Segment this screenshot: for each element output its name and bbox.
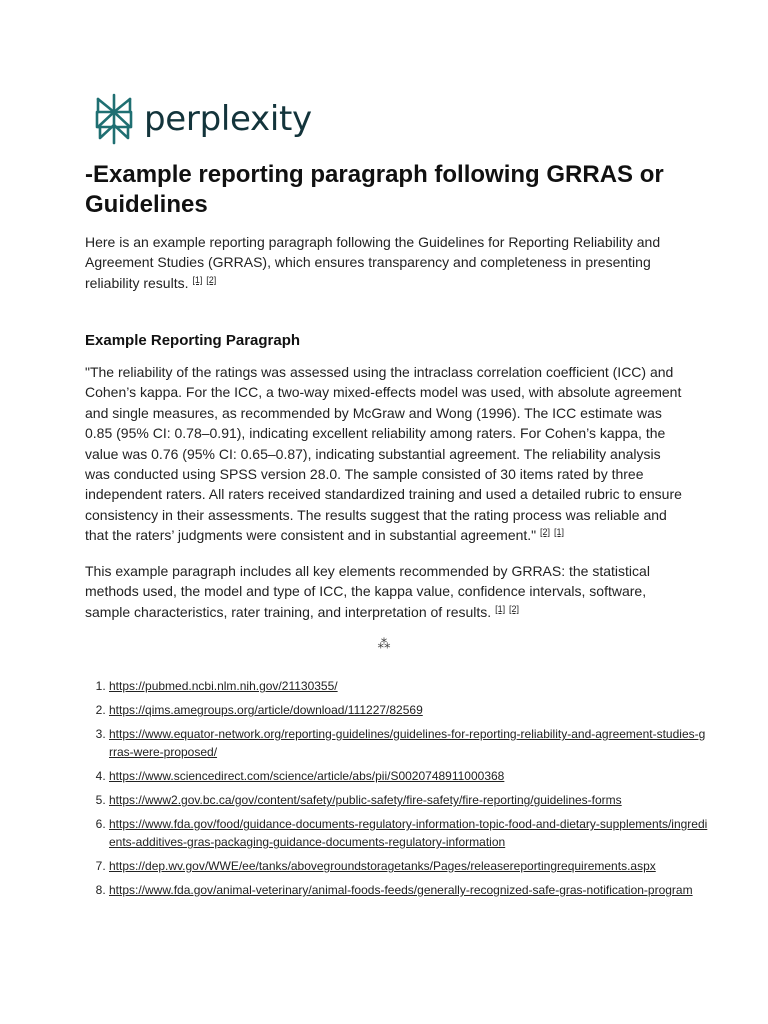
reference-item [109,815,709,851]
intro-text: Here is an example reporting paragraph following the Guidelines for Reporting Reliability and Agreement Studies (GRRAS), which ensures transparency and completeness in presenting reliability results. [85,234,661,291]
reference-link[interactable]: https://qims.amegroups.org/article/download/111227/82569 [109,703,423,717]
reference-link[interactable]: https://www.equator-network.org/reporting-guidelines/guidelines-for-reporting-reliability-and-agreement-studies-grras-were-proposed/ [109,727,706,759]
reference-item [109,701,709,719]
brand-name: perplexity [144,99,312,139]
reference-item [109,791,709,809]
references-list [85,677,709,905]
citation-link[interactable]: [2] [540,527,551,538]
section-heading: Example Reporting Paragraph [85,332,301,349]
example-paragraph [85,362,685,546]
reference-link[interactable]: https://pubmed.ncbi.nlm.nih.gov/21130355/ [109,679,338,693]
citation-link[interactable]: [1] [495,603,506,614]
example-text: "The reliability of the ratings was assessed using the intraclass correlation coefficient (ICC) and Cohen’s kappa. For the ICC, a two-way mixed-effects model was used, with absolute agreement and single measures, as recommended by McGraw and Wong (1996). The ICC estimate was 0.85 (95% CI: 0.78–0.91), indicating excellent reliability among raters. For Cohen’s kappa, the value was 0.76 (95% CI: 0.65–0.87), indicating substantial agreement. The reliability analysis was conducted using SPSS version 28.0. The sample consisted of 30 items rated by three independent raters. All raters received standardized training and used a detailed rubric to ensure consistency in their assessments. The results suggest that the rating process was reliable and that the raters’ judgments were consistent and in substantial agreement." [85,364,682,544]
reference-link[interactable]: https://www.fda.gov/food/guidance-documents-regulatory-information-topic-food-and-dietary-supplements/ingredients-additives-gras-packaging-guidance-documents-regulatory-information [109,817,708,849]
citation-link[interactable]: [1] [553,527,564,538]
reference-link[interactable]: https://www2.gov.bc.ca/gov/content/safety/public-safety/fire-safety/fire-reporting/guidelines-forms [109,793,622,807]
reference-link[interactable]: https://dep.wv.gov/WWE/ee/tanks/abovegroundstoragetanks/Pages/releasereportingrequirements.aspx [109,859,656,873]
reference-item [109,767,709,785]
perplexity-logo [94,93,312,145]
citation-link[interactable]: [2] [508,603,519,614]
reference-item [109,857,709,875]
reference-link[interactable]: https://www.sciencedirect.com/science/article/abs/pii/S0020748911000368 [109,769,505,783]
citation-link[interactable]: [1] [192,274,203,285]
citation-link[interactable]: [2] [206,274,217,285]
reference-item [109,677,709,695]
perplexity-logo-icon [94,93,134,145]
section-separator: ⁂ [377,636,391,651]
summary-paragraph [85,561,685,622]
page-title: -Example reporting paragraph following GRRAS or Guidelines [85,161,664,218]
reference-link[interactable]: https://www.fda.gov/animal-veterinary/animal-foods-feeds/generally-recognized-safe-gras-notification-program [109,883,693,897]
summary-text: This example paragraph includes all key elements recommended by GRRAS: the statistical methods used, the model and type of ICC, the kappa value, confidence intervals, software, sample characteristics, rater training, and interpretation of results. [85,563,650,620]
reference-item [109,881,709,899]
intro-paragraph [85,232,685,293]
reference-item [109,725,709,761]
